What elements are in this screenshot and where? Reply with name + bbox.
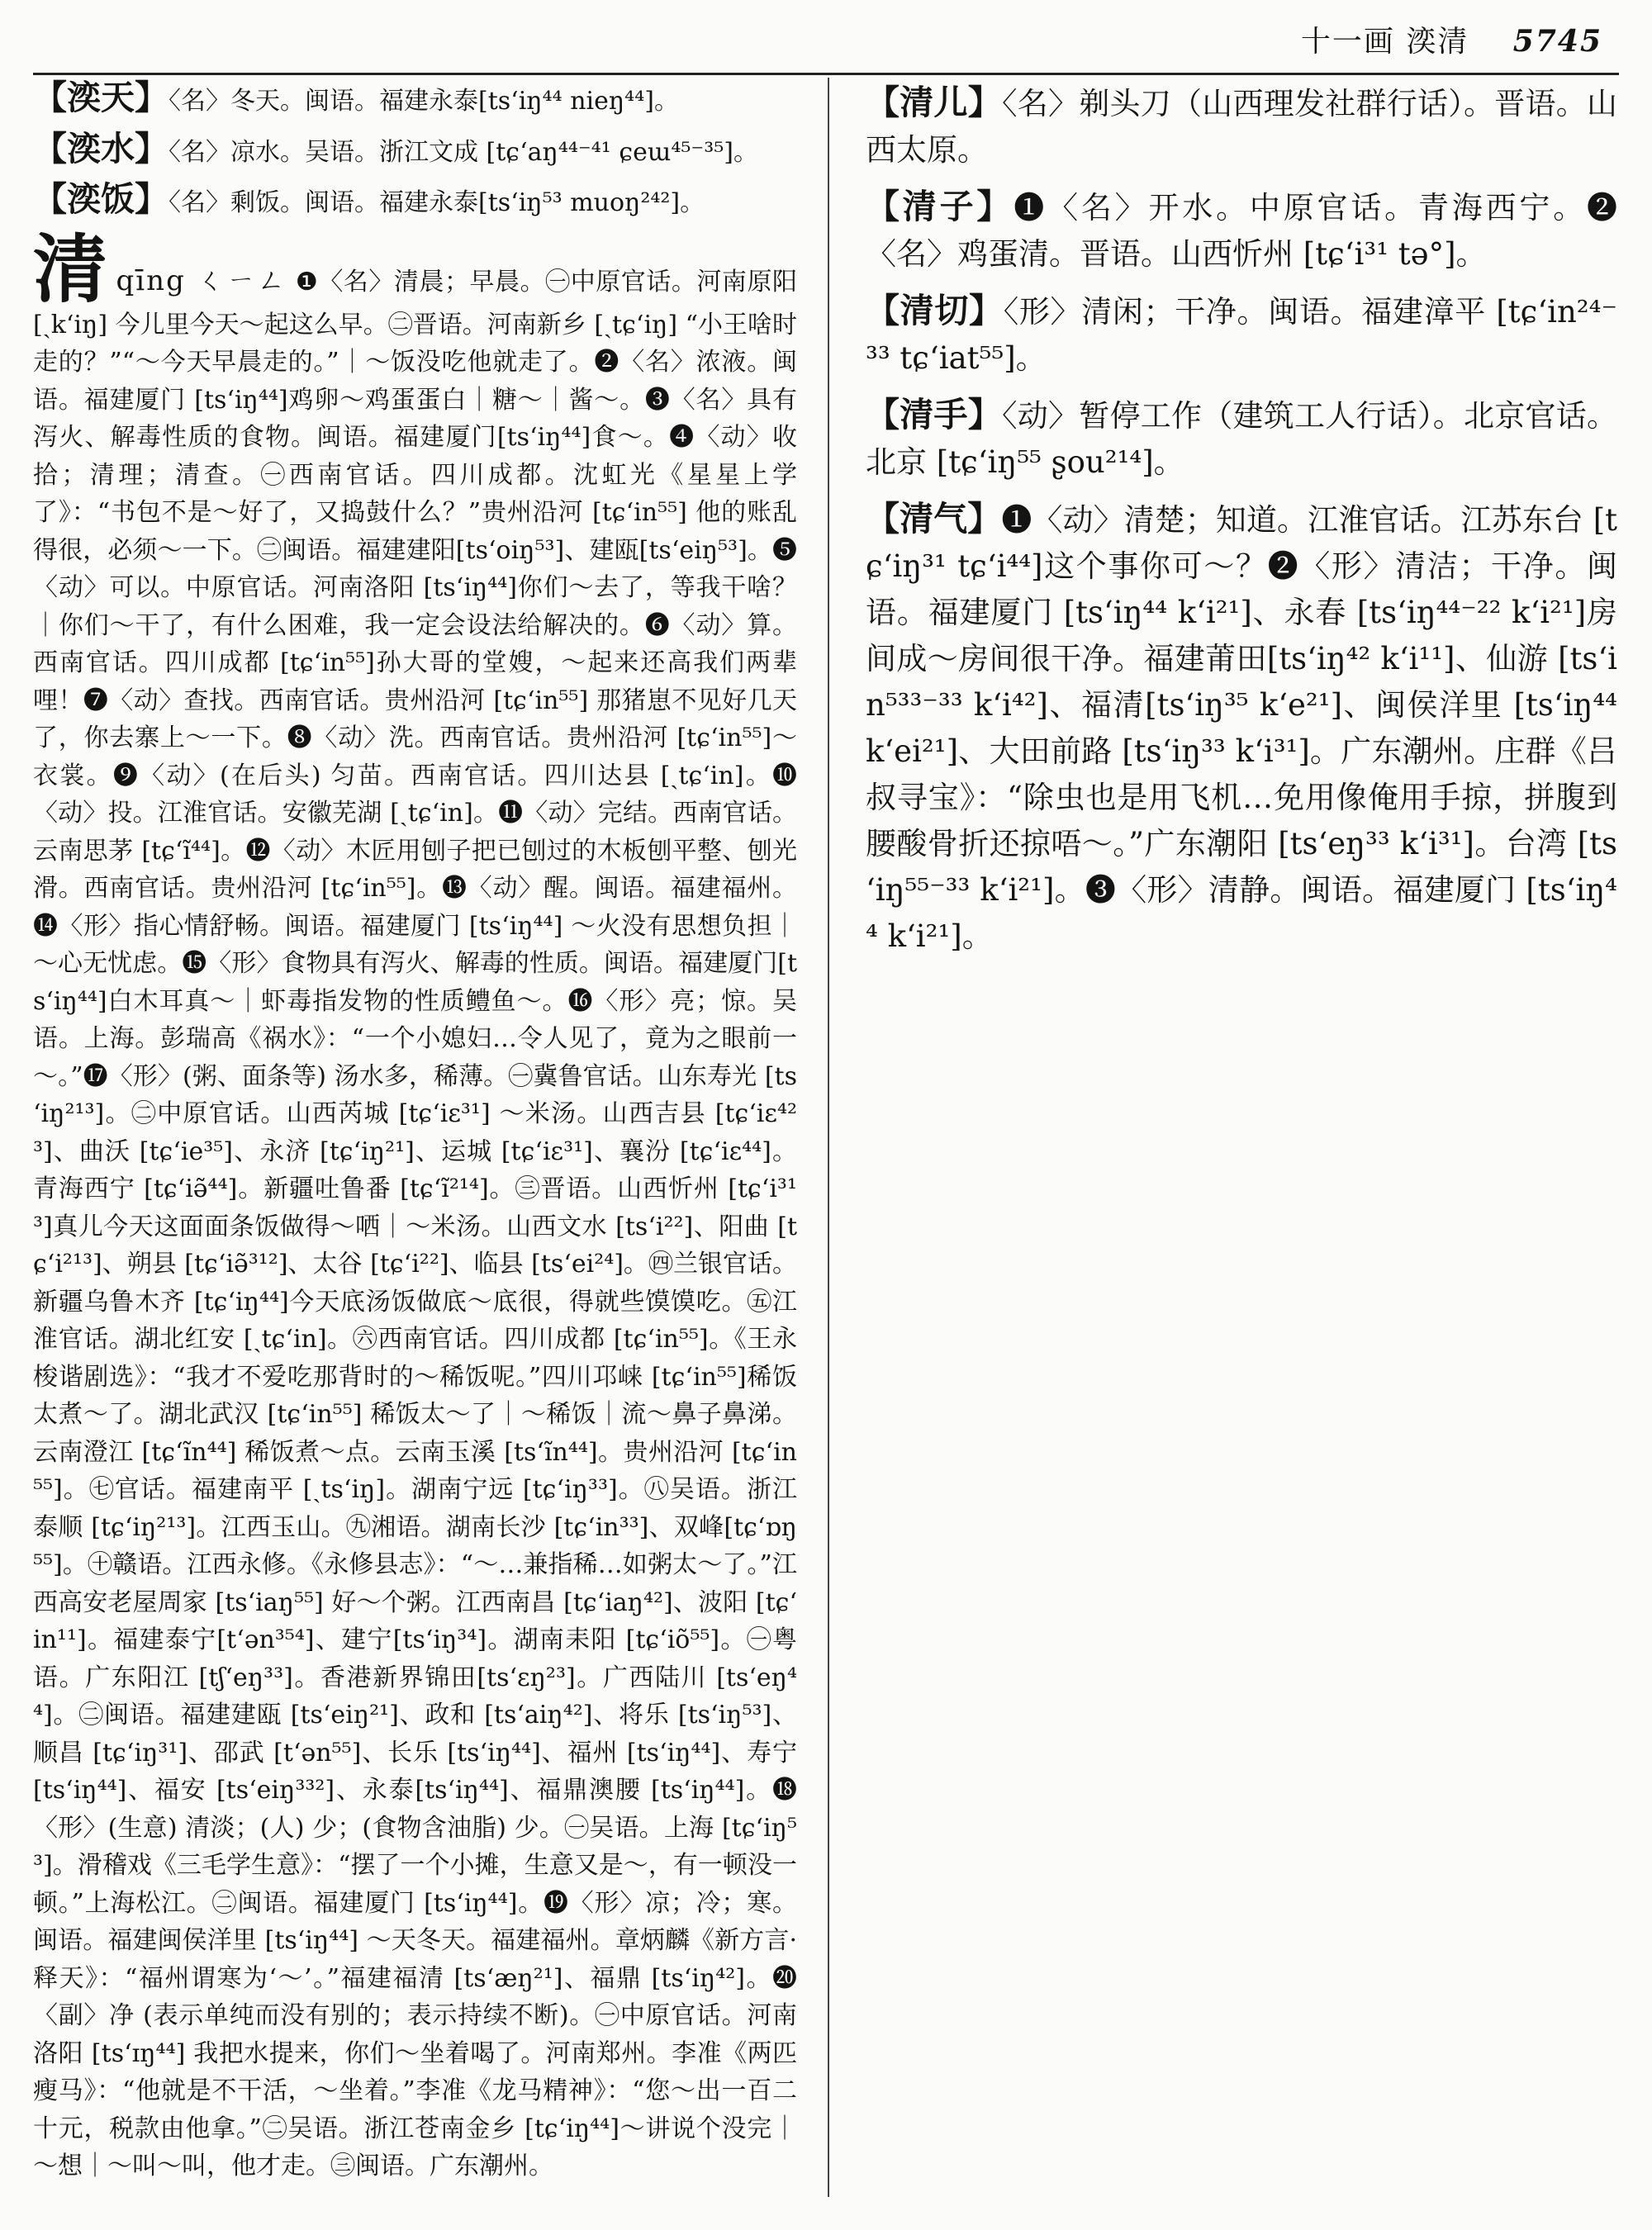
entry-lengtian	[33, 79, 797, 121]
entry-qinger	[866, 79, 1617, 173]
entry-qingqie	[866, 287, 1617, 382]
entry-qingshou	[866, 391, 1617, 486]
entry-qingqi	[866, 496, 1617, 960]
entry-definition: 〈名〉凉水。吴语。浙江文成 [tɕʻaŋ⁴⁴⁻⁴¹ ɕeɯ⁴⁵⁻³⁵]。	[169, 137, 758, 167]
entry-definition: 〈形〉清闲；干净。闽语。福建漳平 [tɕʻin²⁴⁻³³ tɕʻiat⁵⁵]。	[866, 294, 1618, 376]
entry-definition: 〈名〉冬天。闽语。福建永泰[tsʻiŋ⁴⁴ nieŋ⁴⁴]。	[169, 87, 679, 116]
running-head	[1301, 18, 1602, 60]
main-definition: ❶〈名〉清晨；早晨。㊀中原官话。河南原阳 [ˏkʻiŋ] 今儿里今天～起这么早。㊁晋语。河南新乡 [ˏtɕʻiŋ] “小王啥时走的？”“～今天早晨走的。”｜～饭没吃他就走了。❷〈名〉浓液。闽语。福建厦门 [tsʻiŋ⁴⁴]鸡卵～鸡蛋蛋白｜糖～｜酱～。❸〈名〉具有泻火、解毒性质的食物。闽语。福建厦门[tsʻiŋ⁴⁴]食～。❹〈动〉收拾；清理；清查。㊀西南官话。四川成都。沈虹光《星星上学了》：“书包不是～好了，又捣鼓什么？”贵州沿河 [tɕʻin⁵⁵] 他的账乱得很，必须～一下。㊁闽语。福建建阳[tsʻoiŋ⁵³]、建瓯[tsʻeiŋ⁵³]。❺〈动〉可以。中原官话。河南洛阳 [tsʻiŋ⁴⁴]你们～去了，等我干啥？｜你们～干了，有什么困难，我一定会设法给解决的。❻〈动〉算。西南官话。四川成都 [tɕʻin⁵⁵]孙大哥的堂嫂，～起来还高我们两辈哩！❼〈动〉查找。西南官话。贵州沿河 [tɕʻin⁵⁵] 那猪崽不见好几天了，你去寨上～一下。❽〈动〉洗。西南官话。贵州沿河 [tɕʻin⁵⁵]～衣裳。❾〈动〉(在后头) 匀苗。西南官话。四川达县 [ˏtɕʻin]。❿〈动〉投。江淮官话。安徽芜湖 [ˏtɕʻin]。⓫〈动〉完结。西南官话。云南思茅 [tɕʻĩ⁴⁴]。⓬〈动〉木匠用刨子把已刨过的木板刨平整、刨光滑。西南官话。贵州沿河 [tɕʻin⁵⁵]。⓭〈动〉醒。闽语。福建福州。⓮〈形〉指心情舒畅。闽语。福建厦门 [tsʻiŋ⁴⁴] ～火没有思想负担｜～心无忧虑。⓯〈形〉食物具有泻火、解毒的性质。闽语。福建厦门[tsʻiŋ⁴⁴]白木耳真～｜虾毒指发物的性质鳢鱼～。⓰〈形〉亮；惊。吴语。上海。彭瑞高《祸水》：“一个小媳妇…令人见了，竟为之眼前一～。”⓱〈形〉(粥、面条等) 汤水多，稀薄。㊀冀鲁官话。山东寿光 [tsʻiŋ²¹³]。㊁中原官话。山西芮城 [tɕʻiɛ³¹] ～米汤。山西吉县 [tɕʻiɛ⁴²³]、曲沃 [tɕʻie³⁵]、永济 [tɕʻiŋ²¹]、运城 [tɕʻiɛ³¹]、襄汾 [tɕʻiɛ⁴⁴]。青海西宁 [tɕʻiə̃⁴⁴]。新疆吐鲁番 [tɕʻĩ²¹⁴]。㊂晋语。山西忻州 [tɕʻi³¹³]真儿今天这面面条饭做得～哂｜～米汤。山西文水 [tsʻi²²]、阳曲 [tɕʻi²¹³]、朔县 [tɕʻiə̃³¹²]、太谷 [tɕʻi²²]、临县 [tsʻei²⁴]。㊃兰银官话。新疆乌鲁木齐 [tɕʻiŋ⁴⁴]今天底汤饭做底～底很，得就些馍馍吃。㊄江淮官话。湖北红安 [ˏtɕʻin]。㊅西南官话。四川成都 [tɕʻin⁵⁵]。《王永梭谐剧选》：“我才不爱吃那背时的～稀饭呢。”四川邛崃 [tɕʻin⁵⁵]稀饭太煮～了。湖北武汉 [tɕʻin⁵⁵] 稀饭太～了｜～稀饭｜流～鼻子鼻涕。云南澄江 [tɕʻĩn⁴⁴] 稀饭煮～点。云南玉溪 [tsʻĩn⁴⁴]。贵州沿河 [tɕʻin⁵⁵]。㊆官话。福建南平 [ˏtsʻiŋ]。湖南宁远 [tɕʻiŋ³³]。㊇吴语。浙江泰顺 [tɕʻiŋ²¹³]。江西玉山。㊈湘语。湖南长沙 [tɕʻin³³]、双峰[tɕʻɒŋ⁵⁵]。㊉赣语。江西永修。《永修县志》：“～…兼指稀…如粥太～了。”江西高安老屋周家 [tsʻiaŋ⁵⁵] 好～个粥。江西南昌 [tɕʻiaŋ⁴²]、波阳 [tɕʻin¹¹]。福建泰宁[tʻən³⁵⁴]、建宁[tsʻiŋ³⁴]。湖南耒阳 [tɕʻiõ⁵⁵]。㊀粤语。广东阳江 [tʃʻeŋ³³]。香港新界锦田[tsʻɛŋ²³]。广西陆川 [tsʻeŋ⁴⁴]。㊁闽语。福建建瓯 [tsʻeiŋ²¹]、政和 [tsʻaiŋ⁴²]、将乐 [tsʻiŋ⁵³]、顺昌 [tɕʻiŋ³¹]、邵武 [tʻən⁵⁵]、长乐 [tsʻiŋ⁴⁴]、福州 [tsʻiŋ⁴⁴]、寿宁 [tsʻiŋ⁴⁴]、福安 [tsʻeiŋ³³²]、永泰[tsʻiŋ⁴⁴]、福鼎澳腰 [tsʻiŋ⁴⁴]。⓲〈形〉(生意) 清淡；(人) 少；(食物含油脂) 少。㊀吴语。上海 [tɕʻiŋ⁵³]。滑稽戏《三毛学生意》：“摆了一个小摊，生意又是～，有一顿没一顿。”上海松江。㊁闽语。福建厦门 [tsʻiŋ⁴⁴]。⓳〈形〉凉；冷；寒。闽语。福建闽侯洋里 [tsʻiŋ⁴⁴] ～天冬天。福建福州。章炳麟《新方言·释天》：“福州谓寒为‘～’。”福建福清 [tsʻæŋ²¹]、福鼎 [tsʻiŋ⁴²]。⓴〈副〉净 (表示单纯而没有别的；表示持续不断)。㊀中原官话。河南洛阳 [tsʻɪŋ⁴⁴] 我把水提来，你们～坐着喝了。河南郑州。李准《两匹瘦马》：“他就是不干活，～坐着。”李准《龙马精神》：“您～出一百二十元，税款由他拿。”㊁吴语。浙江苍南金乡 [tɕʻiŋ⁴⁴]～讲说个没完｜～想｜～叫～叫，他才走。㊂闽语。广东潮州。	[33, 267, 797, 2180]
entry-definition: 〈动〉暂停工作（建筑工人行话）。北京官话。北京 [tɕʻiŋ⁵⁵ ʂou²¹⁴]。	[866, 398, 1617, 480]
entry-definition: ❶〈动〉清楚；知道。江淮官话。江苏东台 [tɕʻiŋ³¹ tɕʻi⁴⁴]这个事你可～？❷〈形〉清洁；干净。闽语。福建厦门 [tsʻiŋ⁴⁴ kʻi²¹]、永春 [tsʻiŋ⁴⁴⁻²² kʻi²¹]房间成～房间很干净。福建莆田[tsʻiŋ⁴² kʻi¹¹]、仙游 [tsʻin⁵³³⁻³³ kʻi⁴²]、福清[tsʻiŋ³⁵ kʻe²¹]、闽侯洋里 [tsʻiŋ⁴⁴ kʻei²¹]、大田前路 [tsʻiŋ³³ kʻi³¹]。广东潮州。庄群《吕叔寻宝》：“除虫也是用飞机…免用像俺用手掠，拼腹到腰酸骨折还掠唔～。”广东潮阳 [tsʻeŋ³³ kʻi³¹]。台湾 [tsʻiŋ⁵⁵⁻³³ kʻi²¹]。❸〈形〉清静。闽语。福建厦门 [tsʻiŋ⁴⁴ kʻi²¹]。	[866, 502, 1617, 954]
entry-lengfan	[33, 181, 797, 222]
entry-headword: 【湙饭】	[33, 179, 169, 219]
column-divider	[828, 78, 829, 2197]
header-rule	[33, 73, 1619, 75]
entry-qingzi	[866, 183, 1617, 278]
entry-headword: 【清切】	[866, 291, 1004, 330]
entry-headword: 【清子】	[866, 187, 1014, 226]
page-number: 5745	[1512, 24, 1602, 59]
main-headword: 清	[33, 225, 108, 313]
right-column	[866, 79, 1617, 970]
entry-headword: 【湙水】	[33, 128, 169, 168]
entry-headword: 【清气】	[866, 499, 1002, 539]
entry-lengshui	[33, 130, 797, 172]
main-entry-qing	[33, 225, 797, 2185]
main-pinyin: qīng ㄑㄧㄥ	[116, 263, 287, 297]
entry-definition: 〈名〉剩饭。闽语。福建永泰[tsʻiŋ⁵³ muoŋ²⁴²]。	[169, 188, 705, 217]
entry-headword: 【清手】	[866, 395, 1002, 434]
entry-headword: 【湙天】	[33, 78, 169, 117]
entry-headword: 【清儿】	[866, 83, 1002, 122]
section-title: 十一画 湙清	[1300, 25, 1469, 59]
entry-definition: ❶〈名〉开水。中原官话。青海西宁。❷〈名〉鸡蛋清。晋语。山西忻州 [tɕʻi³¹ tə°]。	[866, 190, 1618, 272]
entry-definition: 〈名〉剃头刀（山西理发社群行话）。晋语。山西太原。	[866, 86, 1617, 168]
left-column	[33, 79, 797, 2195]
